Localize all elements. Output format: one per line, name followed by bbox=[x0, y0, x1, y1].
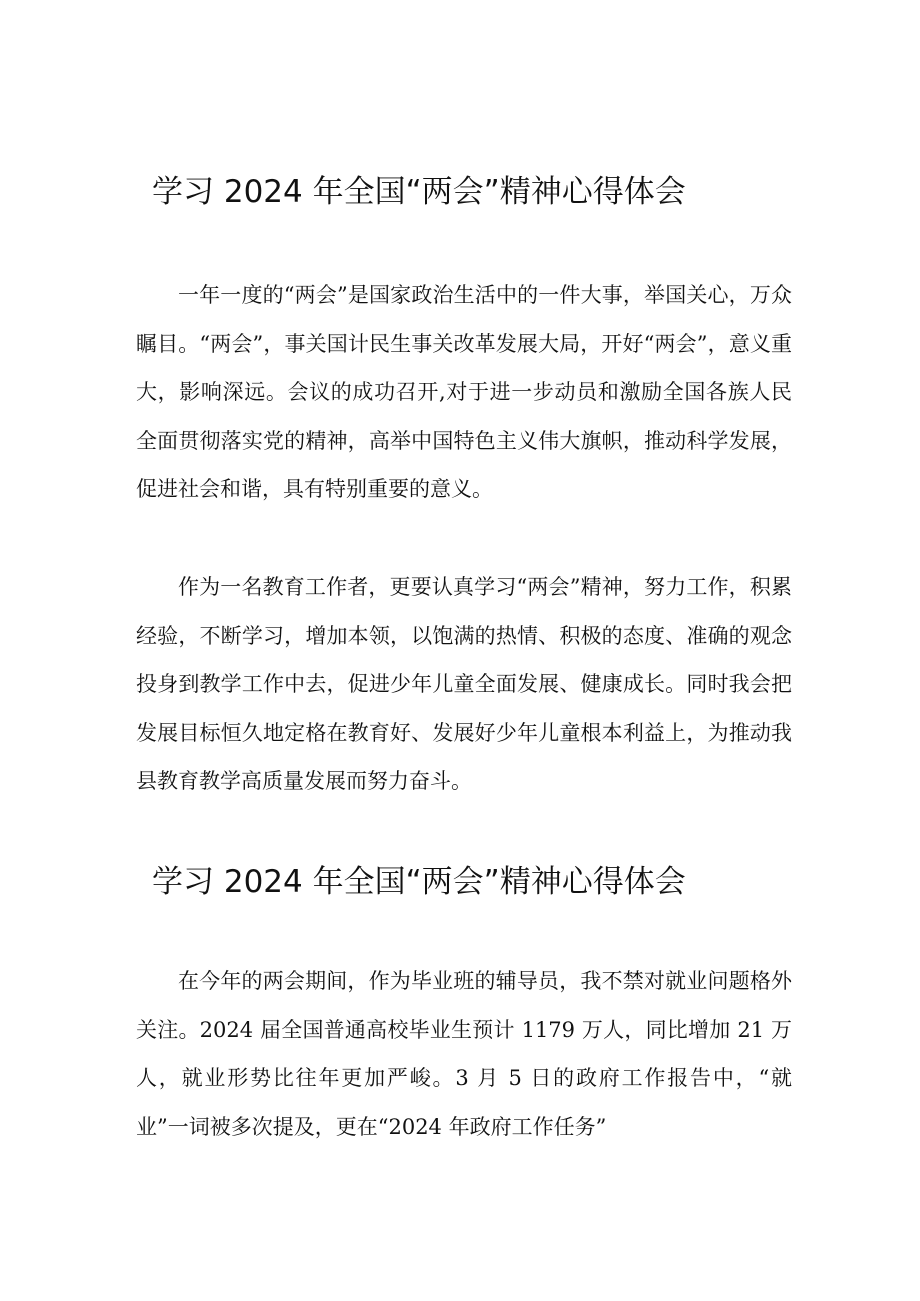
section-1-paragraph-2: 作为一名教育工作者，更要认真学习“两会”精神，努力工作，积累经验，不断学习，增加本领，以饱满的热情、积极的态度、准确的观念投身到教学工作中去，促进少年儿童全面发展、健康成长。同时我会把发展目标恒久地定格在教育好、发展好少年儿童根本利益上，为推动我县教育教学高质量发展而努力奋斗。 bbox=[136, 575, 792, 793]
section-2-title: 学习 2024 年全国“两会”精神心得体会 bbox=[152, 864, 686, 900]
section-1-paragraph-1: 一年一度的“两会”是国家政治生活中的一件大事，举国关心，万众瞩目。“两会”，事关国计民生事关改革发展大局，开好“两会”，意义重大，影响深远。会议的成功召开,对于进一步动员和激励全国各族人民全面贯彻落实党的精神，高举中国特色主义伟大旗帜，推动科学发展，促进社会和谐，具有特别重要的意义。 bbox=[136, 283, 792, 501]
section-1-title: 学习 2024 年全国“两会”精神心得体会 bbox=[152, 174, 686, 210]
section-2-paragraph-1: 在今年的两会期间，作为毕业班的辅导员，我不禁对就业问题格外关注。2024 届全国普通高校毕业生预计 1179 万人，同比增加 21 万人，就业形势比往年更加严峻。3 月 5 日的政府工作报告中，“就业”一词被多次提及，更在“2024 年政府工作任务” bbox=[136, 969, 792, 1139]
